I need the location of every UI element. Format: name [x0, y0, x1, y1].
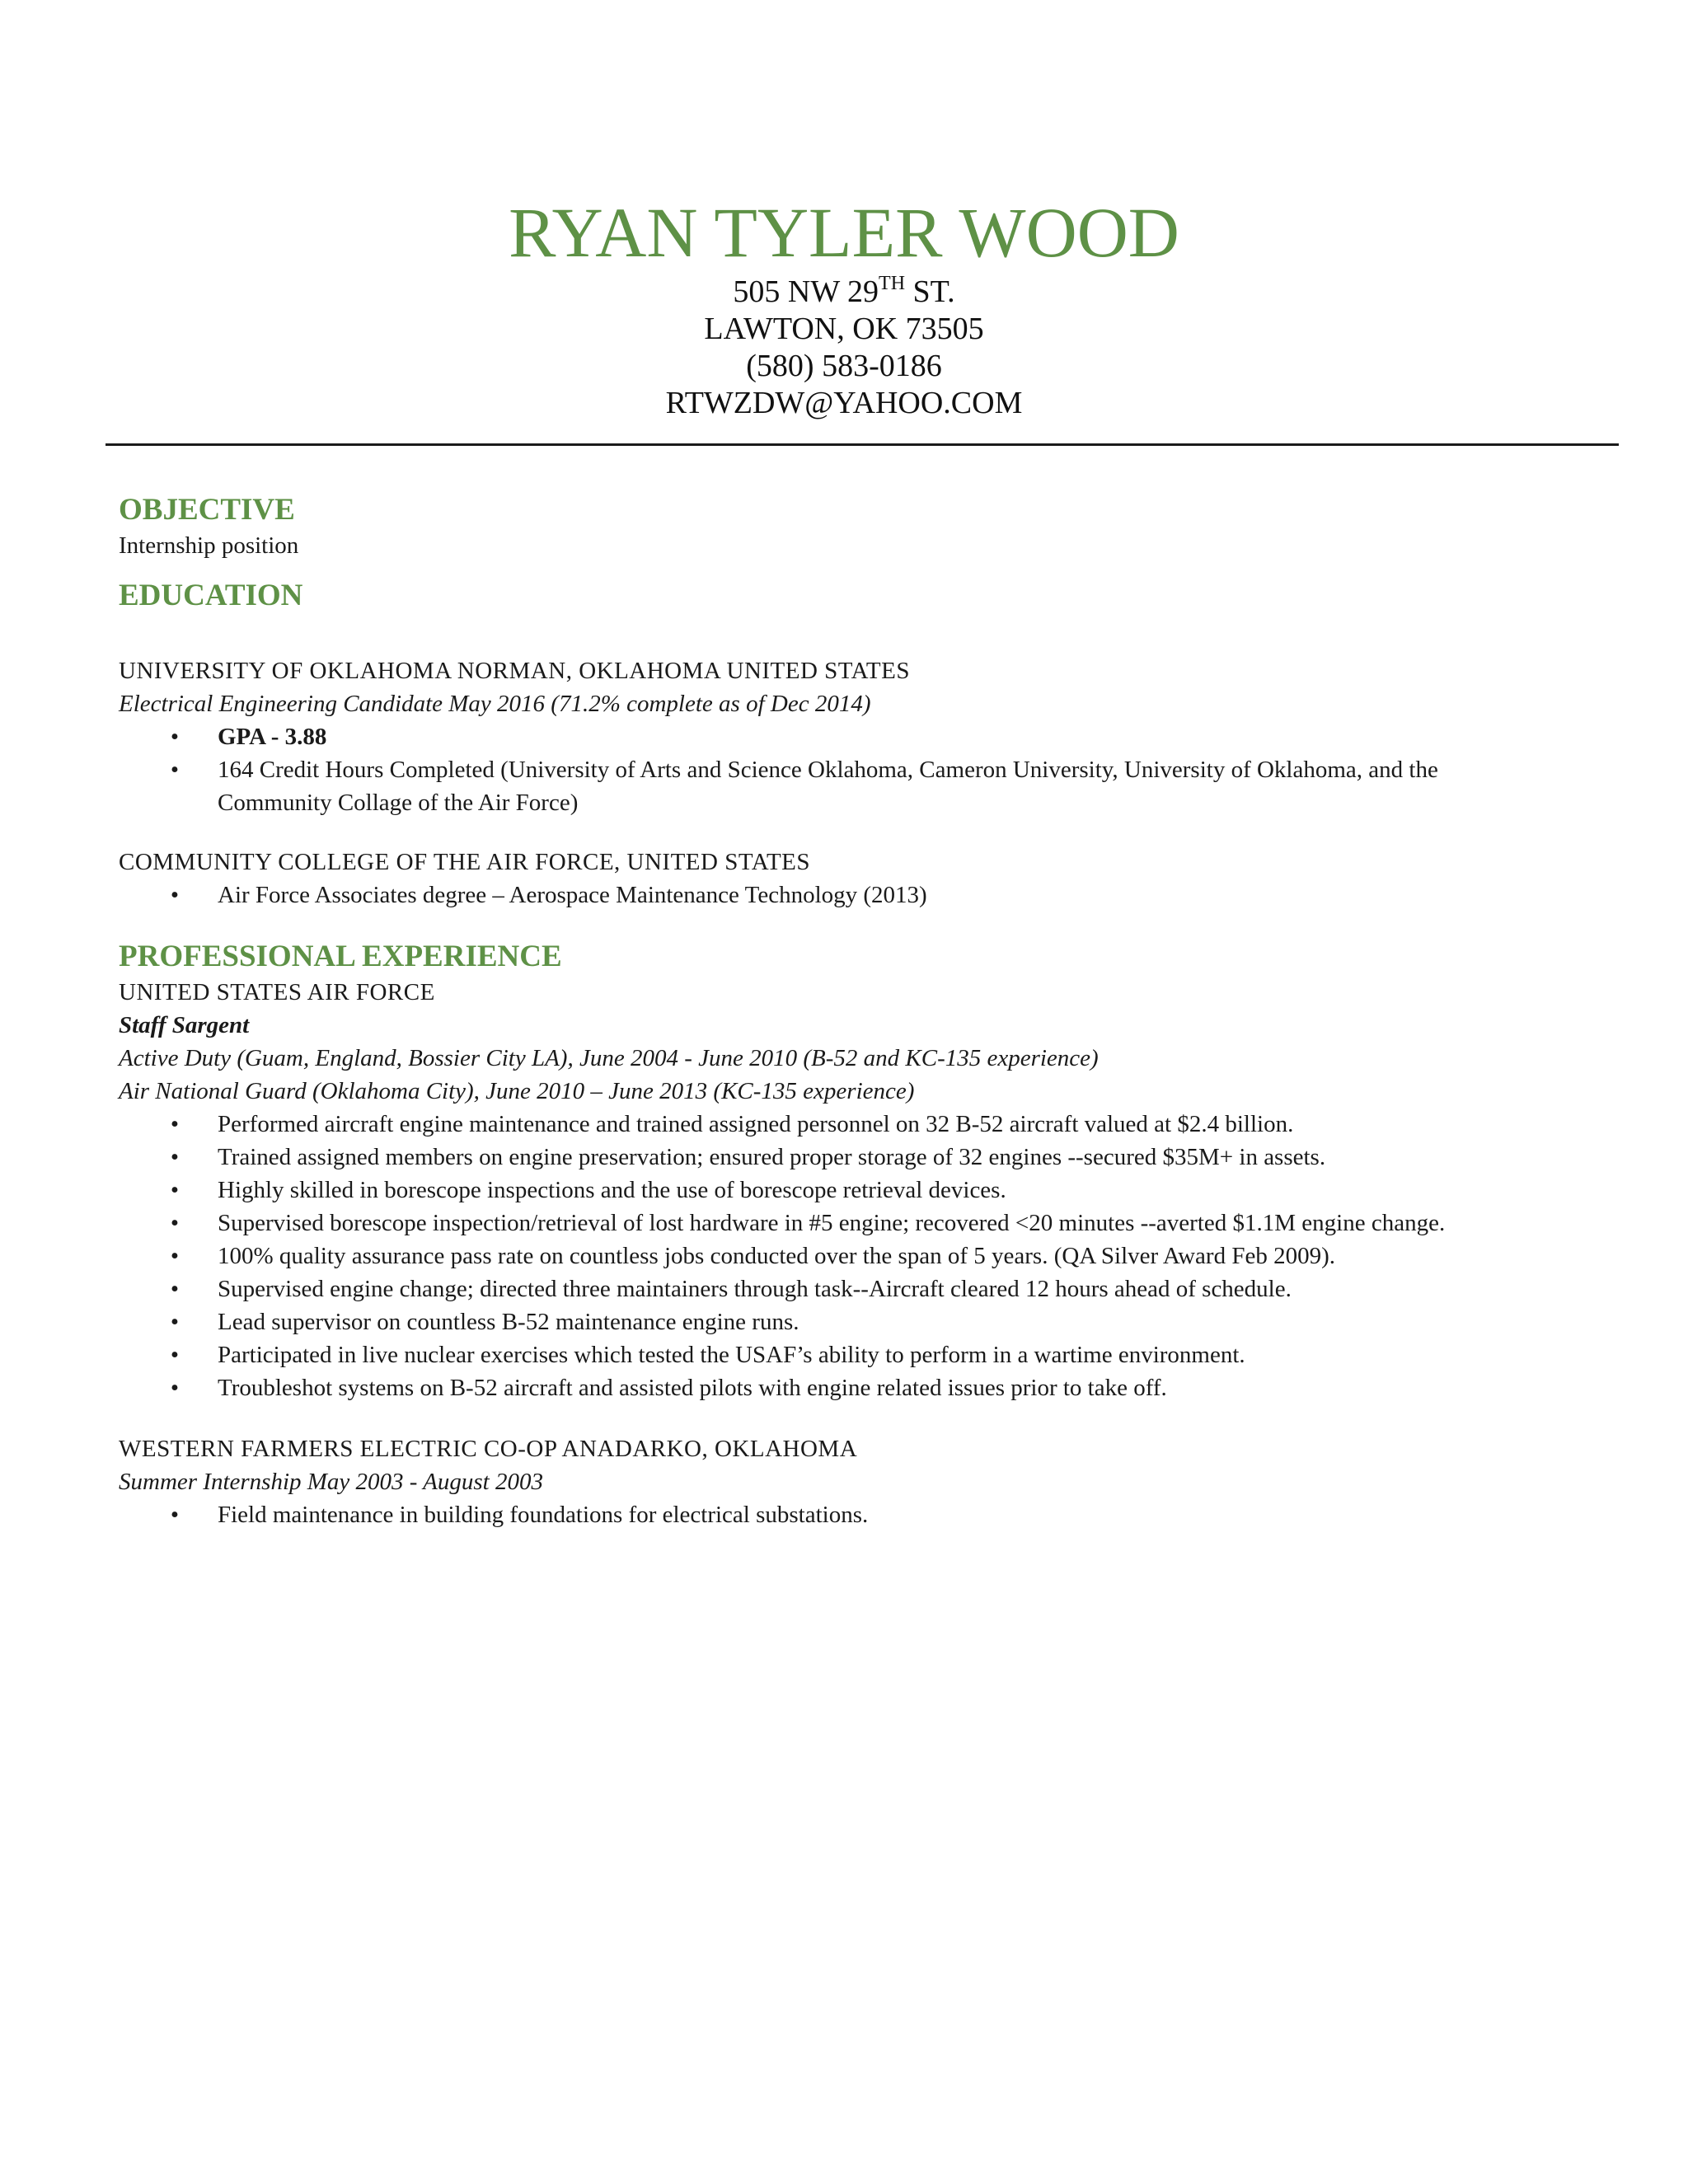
list-item [119, 1272, 1536, 1305]
list-item-text: Supervised engine change; directed three maintainers through task--Aircraft cleared 12 hours ahead of schedule. [218, 1276, 1292, 1302]
list-item [119, 1240, 1536, 1272]
list-item-text: Lead supervisor on countless B-52 maintenance engine runs. [218, 1309, 799, 1335]
bullet-glyph: • [170, 1502, 180, 1528]
email-address: RTWZDW@YAHOO.COM [665, 386, 1023, 420]
job-line-national-guard: Air National Guard (Oklahoma City), June 2010 – June 2013 (KC-135 experience) [119, 1078, 915, 1104]
gpa-text: GPA - 3.88 [218, 724, 327, 750]
list-item [119, 1371, 1536, 1404]
list-item-text: Troubleshot systems on B-52 aircraft and assisted pilots with engine related issues prior to take off. [218, 1375, 1167, 1401]
list-item [119, 1108, 1536, 1141]
phone-number: (580) 583-0186 [746, 349, 942, 383]
experience-heading: PROFESSIONAL EXPERIENCE [119, 940, 562, 973]
list-item-text: Air Force Associates degree – Aerospace Maintenance Technology (2013) [218, 882, 927, 908]
wfec-bullet-list [119, 1498, 1536, 1531]
bullet-glyph: • [170, 882, 180, 908]
list-item [119, 1338, 1536, 1371]
list-item [119, 753, 1536, 819]
resume-header [0, 191, 1688, 422]
education-heading: EDUCATION [119, 579, 303, 612]
list-item [119, 879, 1536, 912]
street-address-main: 505 NW 29 [733, 274, 879, 309]
job-line-summer-internship: Summer Internship May 2003 - August 2003 [119, 1469, 543, 1495]
list-item-text: Participated in live nuclear exercises which tested the USAF’s ability to perform in a wartime environment. [218, 1342, 1245, 1368]
bullet-glyph: • [170, 757, 180, 783]
bullet-glyph: • [170, 1342, 180, 1368]
candidate-name: RYAN TYLER WOOD [509, 193, 1179, 272]
school-detail-ou: Electrical Engineering Candidate May 2016 (71.2% complete as of Dec 2014) [119, 691, 871, 717]
list-item-text: Field maintenance in building foundations for electrical substations. [218, 1502, 869, 1528]
bullet-glyph: • [170, 724, 180, 750]
ou-bullet-list [119, 720, 1536, 819]
bullet-glyph: • [170, 1210, 180, 1236]
list-item-text: Performed aircraft engine maintenance and trained assigned personnel on 32 B-52 aircraft valued at $2.4 billion. [218, 1111, 1294, 1137]
list-item-text: 164 Credit Hours Completed (University of Arts and Science Oklahoma, Cameron University, University of Oklahoma, and the Community Collage of the Air Force) [218, 757, 1438, 816]
street-address-suffix: TH [879, 273, 906, 294]
bullet-glyph: • [170, 1309, 180, 1335]
street-address-type: ST. [905, 274, 955, 309]
list-item-text: Trained assigned members on engine preservation; ensured proper storage of 32 engines --secured $35M+ in assets. [218, 1144, 1326, 1170]
list-item [119, 1141, 1536, 1174]
bullet-glyph: • [170, 1375, 180, 1401]
list-item [119, 720, 1536, 753]
list-item [119, 1305, 1536, 1338]
bullet-glyph: • [170, 1276, 180, 1302]
employer-usaf: UNITED STATES AIR FORCE [119, 979, 435, 1005]
objective-text: Internship position [119, 532, 299, 559]
usaf-bullet-list [119, 1108, 1536, 1404]
list-item-text: Supervised borescope inspection/retrieval of lost hardware in #5 engine; recovered <20 minutes --averted $1.1M engine change. [218, 1210, 1446, 1236]
list-item-text: 100% quality assurance pass rate on countless jobs conducted over the span of 5 years. (QA Silver Award Feb 2009). [218, 1243, 1335, 1269]
school-name-ou: UNIVERSITY OF OKLAHOMA NORMAN, OKLAHOMA UNITED STATES [119, 658, 910, 684]
resume-body [119, 491, 1536, 1531]
objective-heading: OBJECTIVE [119, 493, 295, 527]
list-item-text: Highly skilled in borescope inspections and the use of borescope retrieval devices. [218, 1177, 1006, 1203]
employer-western-farmers: WESTERN FARMERS ELECTRIC CO-OP ANADARKO, OKLAHOMA [119, 1436, 858, 1462]
list-item [119, 1498, 1536, 1531]
street-address [0, 274, 1688, 311]
city-state-zip: LAWTON, OK 73505 [704, 312, 984, 346]
list-item [119, 1174, 1536, 1207]
bullet-glyph: • [170, 1177, 180, 1203]
header-divider [106, 443, 1619, 446]
bullet-glyph: • [170, 1144, 180, 1170]
list-item [119, 1207, 1536, 1240]
job-role-usaf: Staff Sargent [119, 1012, 250, 1038]
bullet-glyph: • [170, 1111, 180, 1137]
bullet-glyph: • [170, 1243, 180, 1269]
ccaf-bullet-list [119, 879, 1536, 912]
job-line-active-duty: Active Duty (Guam, England, Bossier City LA), June 2004 - June 2010 (B-52 and KC-135 experience) [119, 1045, 1099, 1071]
school-name-ccaf: COMMUNITY COLLEGE OF THE AIR FORCE, UNITED STATES [119, 849, 811, 875]
